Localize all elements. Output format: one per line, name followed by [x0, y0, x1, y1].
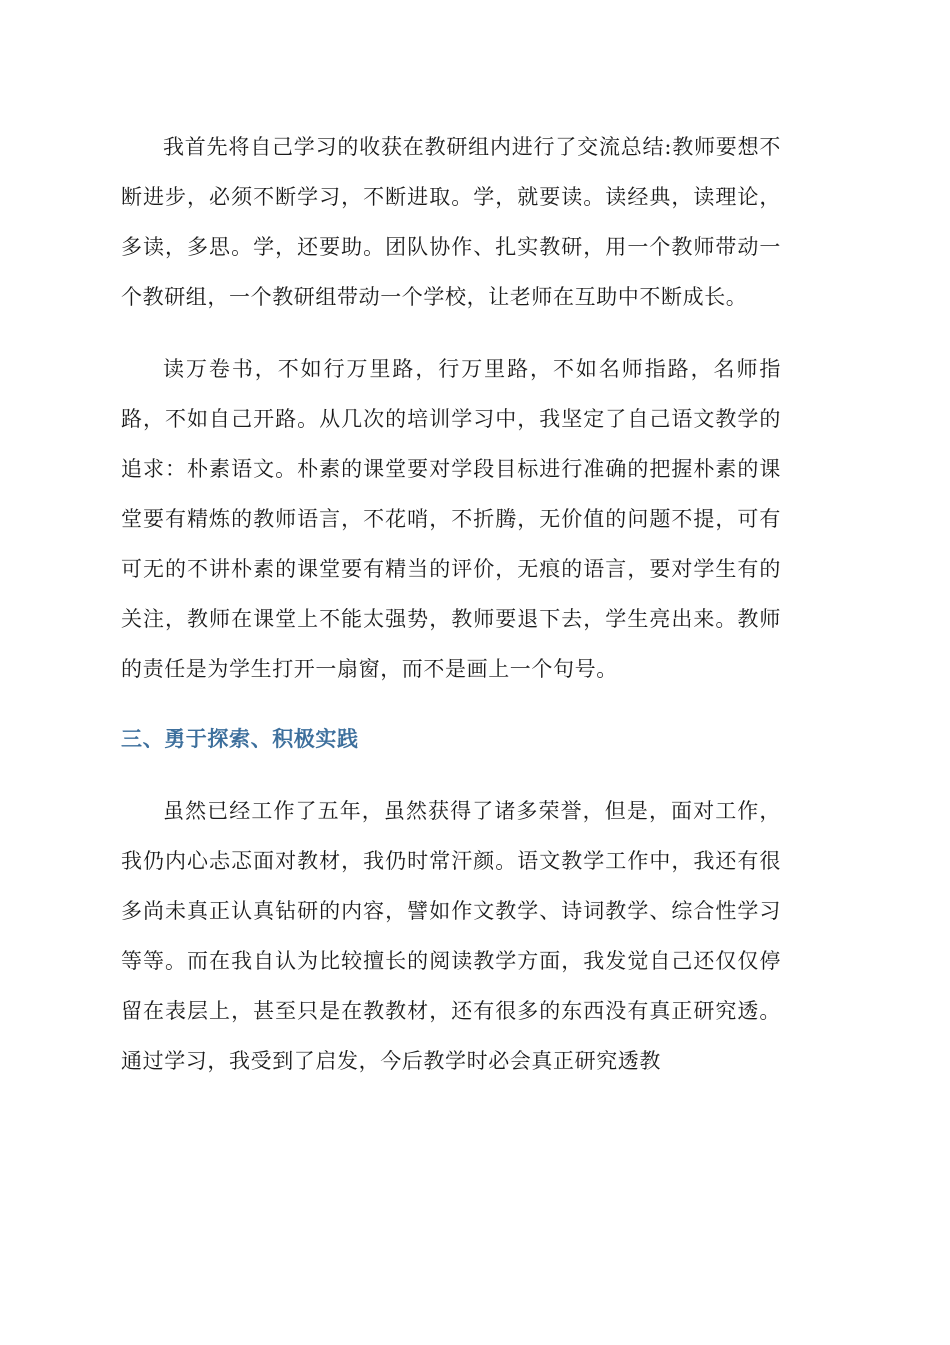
paragraph-study-summary: 我首先将自己学习的收获在教研组内进行了交流总结:教师要想不断进步，必须不断学习，不断进取。学，就要读。读经典，读理论，多读，多思。学，还要助。团队协作、扎实教研，用一个教师带动一个教研组，一个教研组带动一个学校，让老师在互助中不断成长。 — [121, 135, 781, 309]
paragraph-plain-chinese: 读万卷书，不如行万里路，行万里路，不如名师指路，名师指路，不如自己开路。从几次的培训学习中，我坚定了自己语文教学的追求：朴素语文。朴素的课堂要对学段目标进行准确的把握朴素的课堂要有精炼的教师语言，不花哨，不折腾，无价值的问题不提，可有可无的不讲朴素的课堂要有精当的评价，无痕的语言，要对学生有的关注，教师在课堂上不能太强势，教师要退下去，学生亮出来。教师的责任是为学生打开一扇窗，而不是画上一个句号。 — [121, 357, 781, 681]
paragraph-five-years-work: 虽然已经工作了五年，虽然获得了诸多荣誉，但是，面对工作，我仍内心忐忑面对教材，我仍时常汗颜。语文教学工作中，我还有很多尚未真正认真钻研的内容，譬如作文教学、诗词教学、综合性学习等等。而在我自认为比较擅长的阅读教学方面，我发觉自己还仅仅停留在表层上，甚至只是在教教材，还有很多的东西没有真正研究透。通过学习，我受到了启发，今后教学时必会真正研究透教 — [121, 799, 781, 1073]
document-body — [121, 122, 781, 1086]
section-heading-explore-practice: 三、勇于探索、积极实践 — [121, 726, 359, 751]
